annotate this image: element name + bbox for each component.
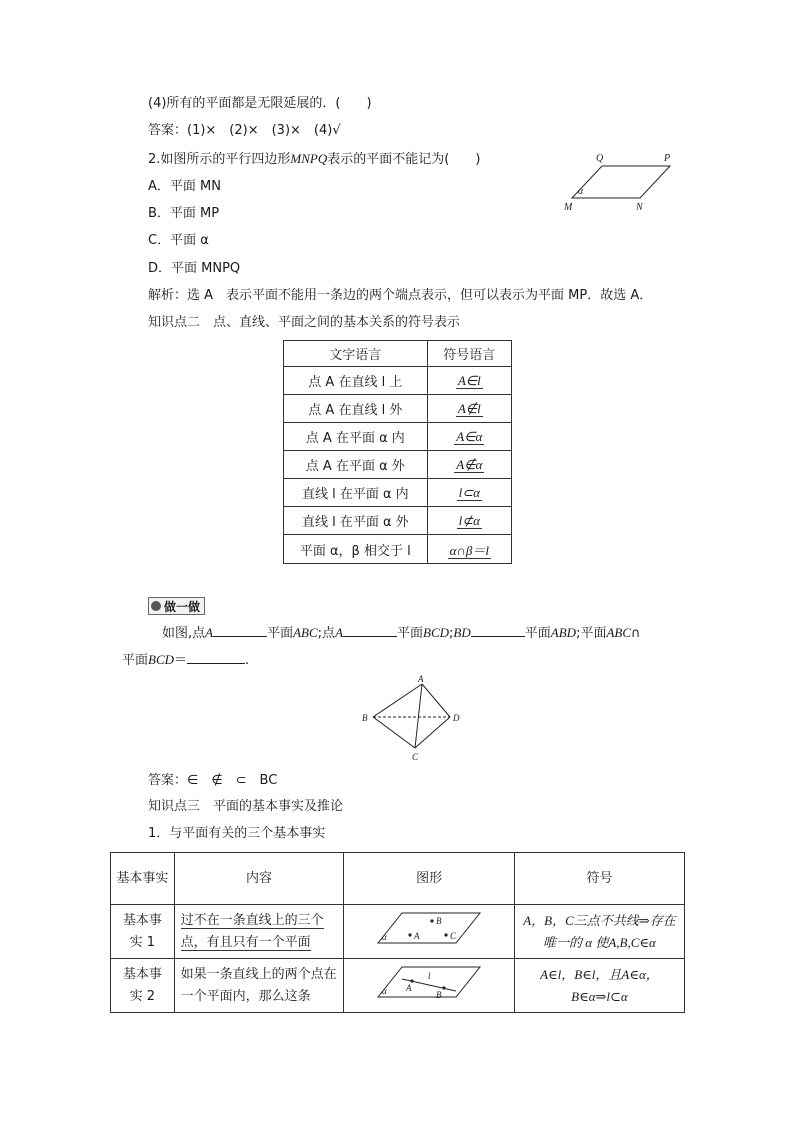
table-row: 平面 α，β 相交于 l α∩β＝l	[284, 535, 512, 564]
plane-three-points-figure	[374, 907, 484, 949]
table-row: 点 A 在平面 α 外 A∉α	[284, 451, 512, 479]
header-text-language: 文字语言	[284, 341, 428, 367]
table-row: 基本事实 1 过不在一条直线上的三个点，有且只有一个平面 B A C α A，B，C三点不共线⇒存在唯一的 α 使A,B,C∈α	[111, 905, 685, 959]
table-row: 点 A 在直线 l 上 A∈l	[284, 367, 512, 395]
svg-text:B: B	[436, 989, 442, 1000]
svg-text:l: l	[428, 970, 431, 981]
table-row: 直线 l 在平面 α 内 l⊂α	[284, 479, 512, 507]
svg-text:A: A	[414, 930, 420, 941]
blank-1	[213, 622, 267, 637]
label-n: N	[636, 202, 643, 213]
svg-text:B: B	[436, 915, 442, 926]
answer-1: 答案：(1)× (2)× (3)× (4)√	[148, 123, 341, 138]
question-2: 2.如图所示的平行四边形MNPQ表示的平面不能记为( )	[148, 151, 481, 167]
option-d: D．平面 MNPQ	[148, 261, 241, 276]
analysis: 解析：选 A 表示平面不能用一条边的两个端点表示，但可以表示为平面 MP．故选 A．	[148, 288, 653, 303]
table-row: 点 A 在平面 α 内 A∈α	[284, 423, 512, 451]
header-symbol-language: 符号语言	[427, 341, 511, 367]
question-4: (4)所有的平面都是无限延展的．( )	[148, 96, 372, 111]
label-m: M	[564, 202, 573, 213]
knowledge-point-3-heading: 知识点三 平面的基本事实及推论	[148, 799, 344, 814]
badge-marker-icon	[151, 601, 161, 611]
label-q: Q	[596, 153, 604, 164]
header-content: 内容	[174, 853, 344, 905]
table-header-row	[111, 853, 685, 905]
header-symbol: 符号	[514, 853, 684, 905]
vertex-b-label: B	[362, 713, 368, 723]
blank-3	[471, 622, 525, 637]
tetrahedron-figure	[355, 672, 465, 764]
header-figure: 图形	[344, 853, 514, 905]
svg-text:C: C	[450, 930, 457, 941]
parallelogram-figure	[560, 150, 680, 215]
exercise-line-2: 平面BCD＝ .	[122, 649, 249, 670]
table-row: 基本事实 2 如果一条直线上的两个点在一个平面内，那么这条 A B l α A∈l，B∈l，且A∈α，B∈α⇒l⊂α	[111, 959, 685, 1013]
option-a: A．平面 MN	[148, 179, 221, 194]
svg-text:α: α	[382, 985, 387, 996]
label-p: P	[664, 153, 671, 164]
header-basic-fact: 基本事实	[111, 853, 175, 905]
svg-text:A: A	[406, 982, 412, 993]
svg-text:α: α	[382, 931, 387, 942]
option-c: C．平面 α	[148, 233, 209, 248]
table-row: 点 A 在直线 l 外 A∉l	[284, 395, 512, 423]
vertex-c-label: C	[412, 752, 419, 762]
label-alpha: α	[578, 186, 584, 197]
vertex-a-label: A	[418, 674, 424, 684]
answer-2: 答案：∈ ∉ ⊂ BC	[148, 773, 278, 788]
blank-4	[187, 649, 245, 664]
symbol-table	[283, 340, 512, 564]
plane-line-figure	[374, 961, 484, 1003]
table-row: 直线 l 在平面 α 外 l⊄α	[284, 507, 512, 535]
knowledge-point-2-heading: 知识点二 点、直线、平面之间的基本关系的符号表示	[148, 315, 461, 330]
practice-badge: 做一做	[148, 597, 205, 615]
basic-facts-table	[110, 852, 685, 1013]
exercise-line-1: 如图,点A 平面ABC;点A 平面BCD;BD 平面ABD;平面ABC∩	[162, 622, 641, 643]
option-b: B．平面 MP	[148, 206, 220, 221]
table-header-row	[284, 341, 512, 367]
blank-2	[343, 622, 397, 637]
parallelogram-shape	[572, 166, 670, 198]
vertex-d-label: D	[453, 713, 460, 723]
subheading-three-facts: 1．与平面有关的三个基本事实	[148, 826, 326, 841]
